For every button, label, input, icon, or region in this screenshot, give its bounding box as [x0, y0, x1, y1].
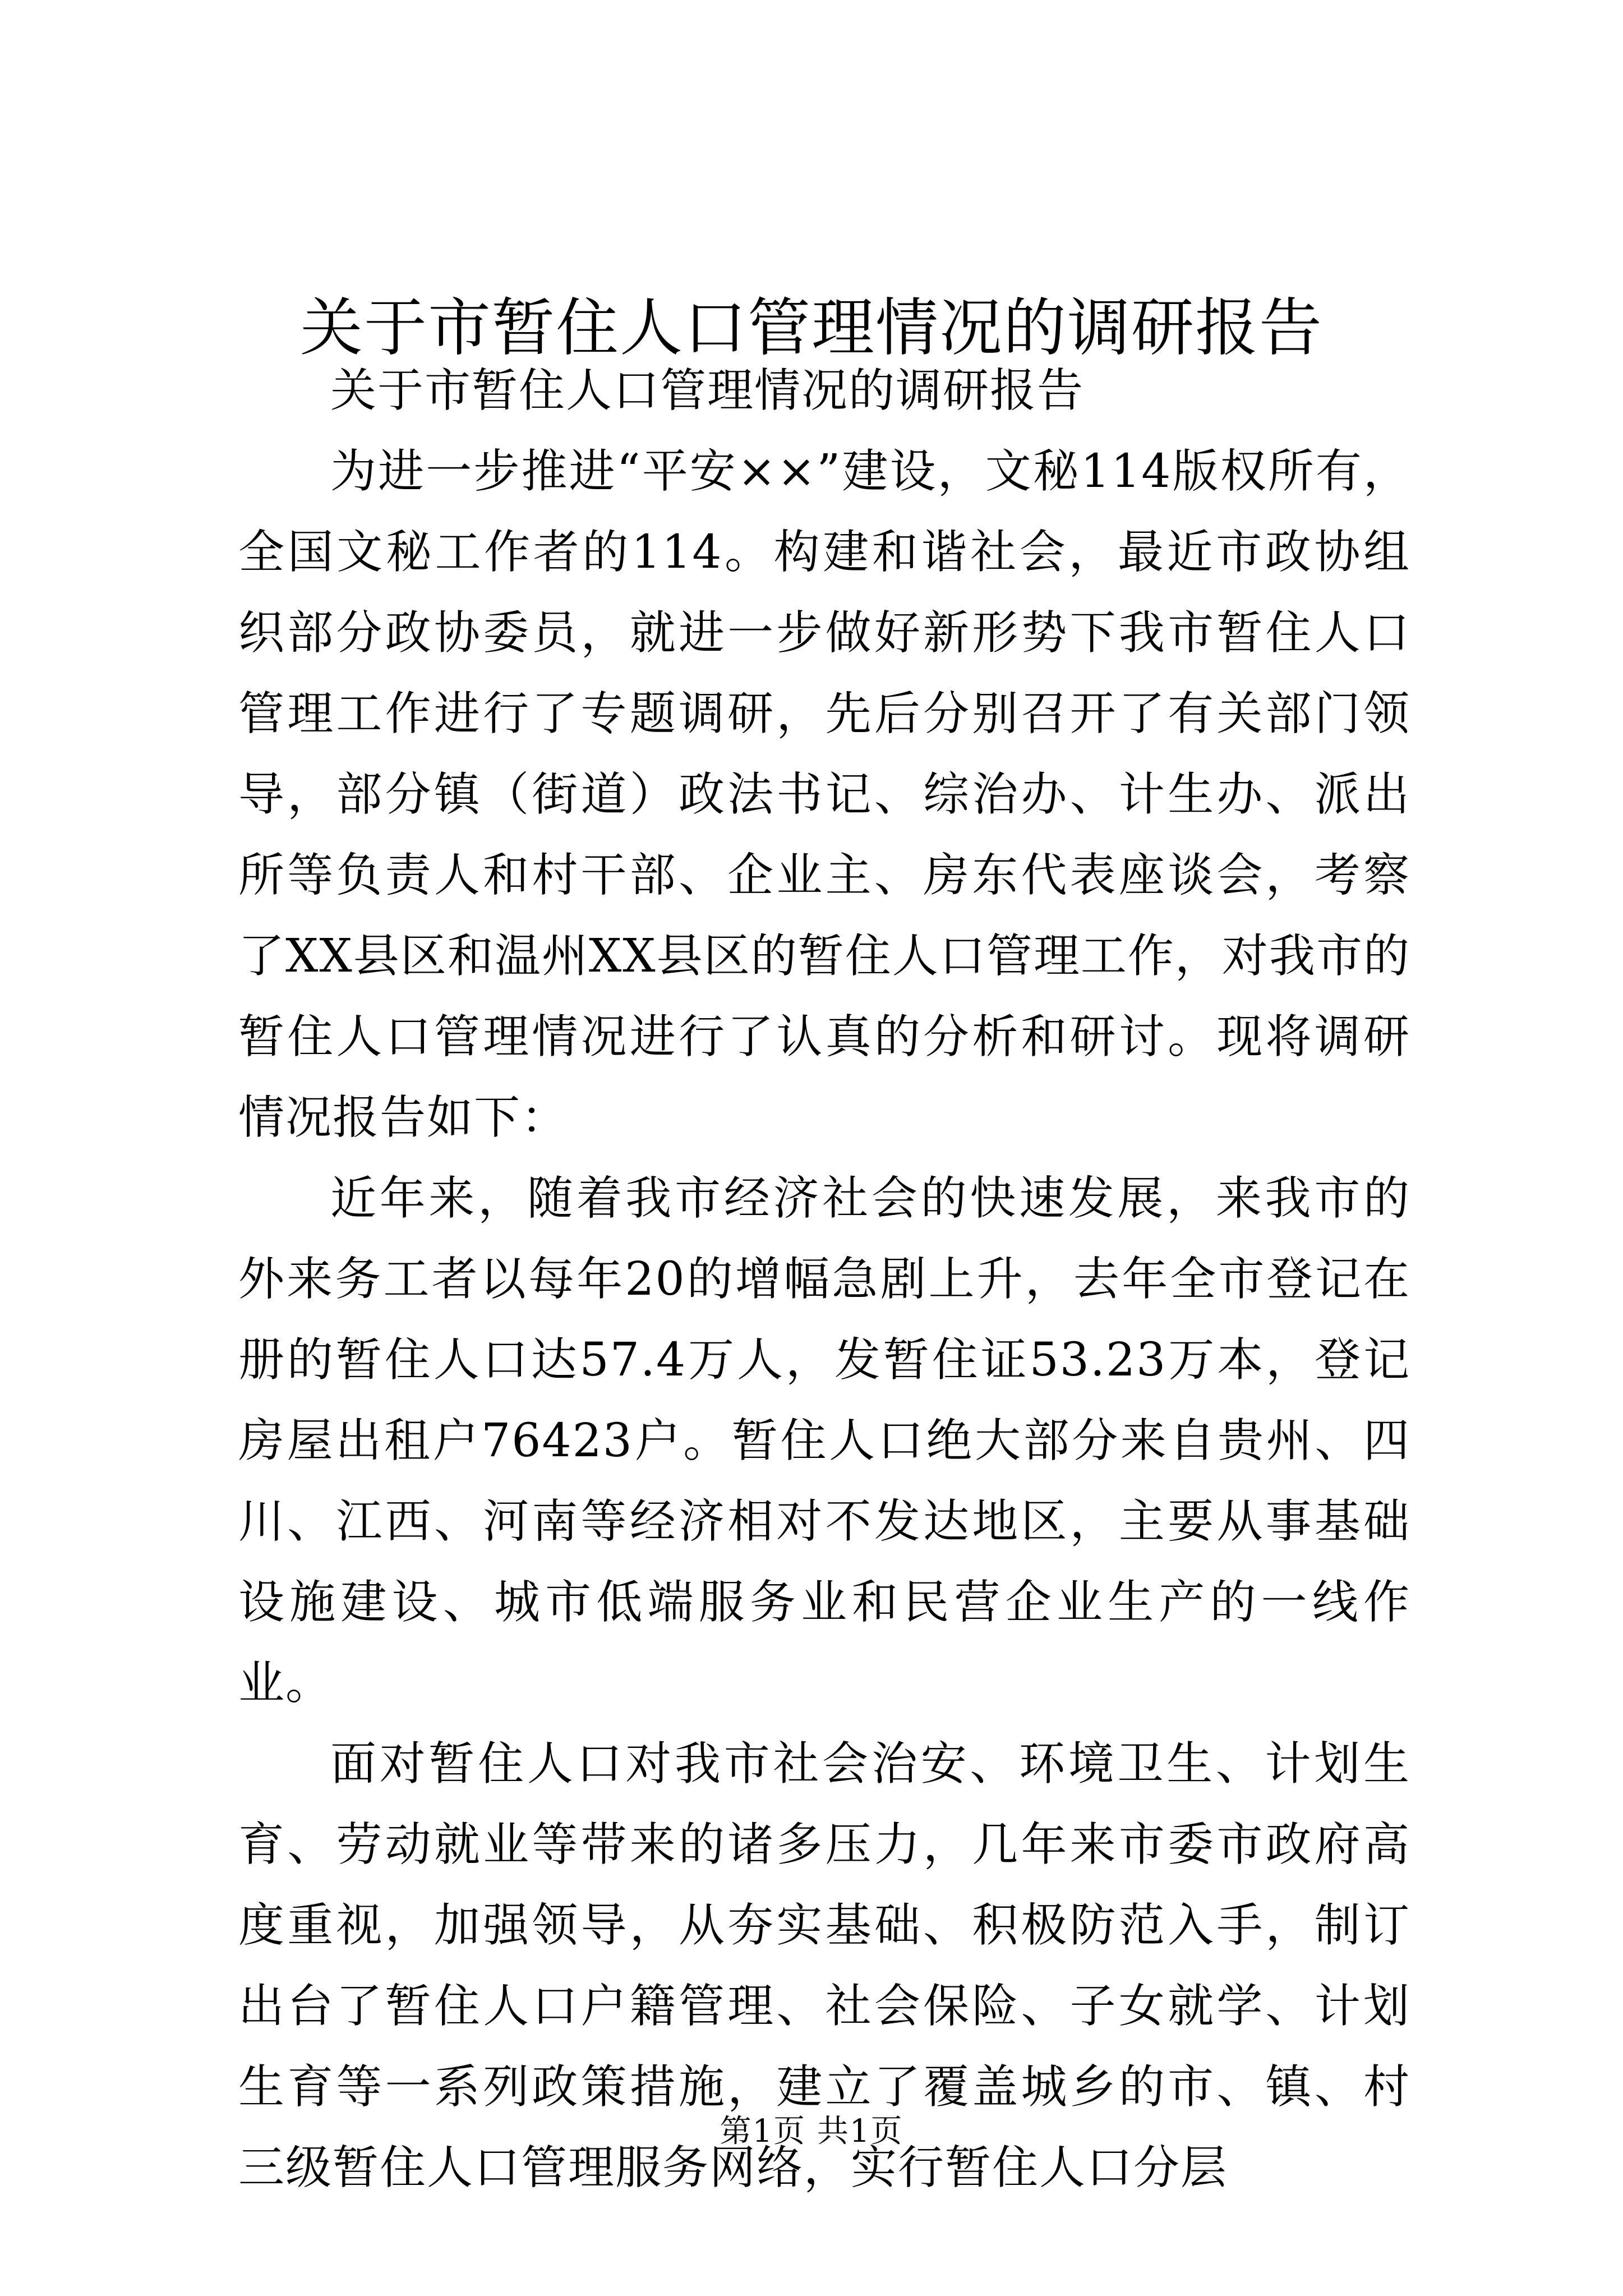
- paragraph-background: 近年来，随着我市经济社会的快速发展，来我市的外来务工者以每年20的增幅急剧上升，去年全市登记在册的暂住人口达57.4万人，发暂住证53.23万本，登记房屋出租户76423户。暂住人口绝大部分来自贵州、四川、江西、河南等经济相对不发达地区，主要从事基础设施建设、城市低端服务业和民营企业生产的一线作业。: [238, 1172, 1410, 1710]
- paragraph-measures: 面对暂住人口对我市社会治安、环境卫生、计划生育、劳动就业等带来的诸多压力，几年来市委市政府高度重视，加强领导，从夯实基础、积极防范入手，制订出台了暂住人口户籍管理、社会保险、子女就学、计划生育等一系列政策措施，建立了覆盖城乡的市、镇、村三级暂住人口管理服务网络，实行暂住人口分层: [238, 1737, 1410, 2194]
- page-footer: 第1页 共1页: [720, 2113, 903, 2150]
- document-title: 关于市暂住人口管理情况的调研报告: [300, 292, 1323, 365]
- paragraph-subtitle: 关于市暂住人口管理情况的调研报告: [330, 364, 1085, 417]
- document-body: [238, 351, 1410, 2208]
- paragraph-intro: 为进一步推进“平安××”建设，文秘114版权所有，全国文秘工作者的114。构建和谐社会，最近市政协组织部分政协委员，就进一步做好新形势下我市暂住人口管理工作进行了专题调研，先后分别召开了有关部门领导，部分镇（街道）政法书记、综治办、计生办、派出所等负责人和村干部、企业主、房东代表座谈会，考察了XX县区和温州XX县区的暂住人口管理工作，对我市的暂住人口管理情况进行了认真的分析和研讨。现将调研情况报告如下：: [238, 445, 1410, 1144]
